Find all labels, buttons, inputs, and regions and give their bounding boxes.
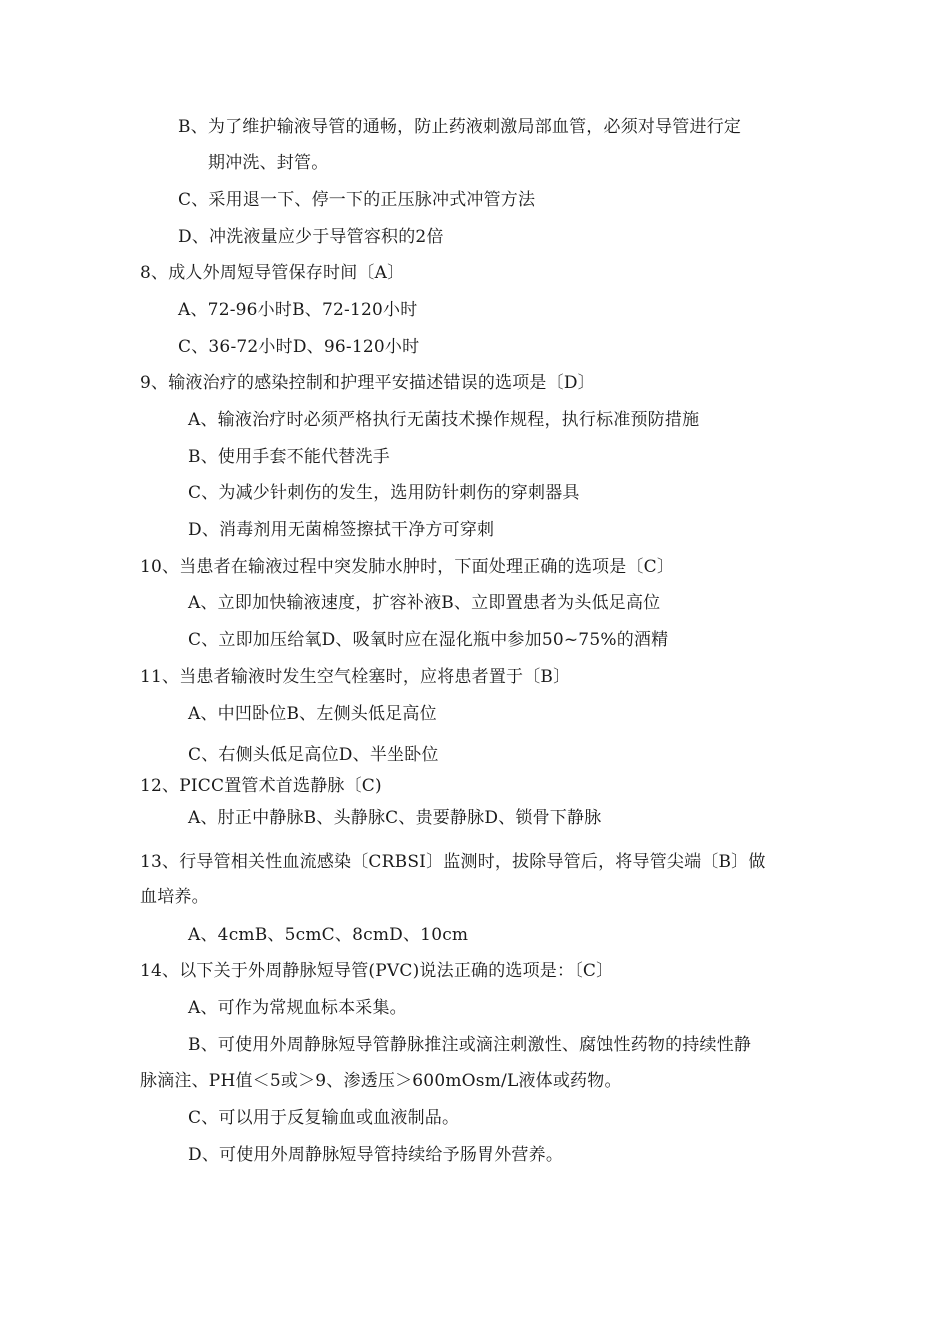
q12-question: 12、PICC置管术首选静脉〔C) — [140, 776, 382, 796]
q14-option-a: A、可作为常规血标本采集。 — [188, 998, 407, 1018]
q13-question-line1: 13、行导管相关性血流感染〔CRBSI〕监测时，拔除导管后，将导管尖端〔B〕做 — [140, 852, 766, 872]
q14-option-b-line1: B、可使用外周静脉短导管静脉推注或滴注刺激性、腐蚀性药物的持续性静 — [188, 1035, 752, 1055]
q11-options-ab: A、中凹卧位B、左侧头低足高位 — [188, 704, 437, 724]
q10-question: 10、当患者在输液过程中突发肺水肿时，下面处理正确的选项是〔C〕 — [140, 557, 675, 577]
q10-options-cd: C、立即加压给氧D、吸氧时应在湿化瓶中参加50~75%的酒精 — [188, 630, 669, 650]
q11-options-cd: C、右侧头低足高位D、半坐卧位 — [188, 745, 439, 765]
q9-question: 9、输液治疗的感染控制和护理平安描述错误的选项是〔D〕 — [140, 373, 595, 393]
q14-option-c: C、可以用于反复输血或血液制品。 — [188, 1108, 460, 1128]
q9-option-c: C、为减少针刺伤的发生，选用防针刺伤的穿刺器具 — [188, 483, 580, 503]
q8-options-ab: A、72-96小时B、72-120小时 — [178, 300, 418, 320]
q7-option-d: D、冲洗液量应少于导管容积的2倍 — [178, 227, 444, 247]
q12-options: A、肘正中静脉B、头静脉C、贵要静脉D、锁骨下静脉 — [188, 808, 602, 828]
q7-option-c: C、采用退一下、停一下的正压脉冲式冲管方法 — [178, 190, 536, 210]
q14-option-d: D、可使用外周静脉短导管持续给予肠胃外营养。 — [188, 1145, 564, 1165]
q8-question: 8、成人外周短导管保存时间〔A〕 — [140, 263, 405, 283]
q7-option-b-line2: 期冲洗、封管。 — [208, 153, 329, 173]
q7-option-b-line1: B、为了维护输液导管的通畅，防止药液刺激局部血管，必须对导管进行定 — [178, 117, 742, 137]
q14-option-b-line2: 脉滴注、PH值＜5或＞9、渗透压＞600mOsm/L液体或药物。 — [140, 1071, 622, 1091]
q9-option-d: D、消毒剂用无菌棉签擦拭干净方可穿刺 — [188, 520, 495, 540]
q13-options: A、4cmB、5cmC、8cmD、10cm — [188, 925, 469, 945]
q9-option-a: A、输液治疗时必须严格执行无菌技术操作规程，执行标准预防措施 — [188, 410, 700, 430]
q11-question: 11、当患者输液时发生空气栓塞时，应将患者置于〔B〕 — [140, 667, 571, 687]
q14-question: 14、以下关于外周静脉短导管(PVC)说法正确的选项是：〔C〕 — [140, 961, 614, 981]
q9-option-b: B、使用手套不能代替洗手 — [188, 447, 390, 467]
q10-options-ab: A、立即加快输液速度，扩容补液B、立即置患者为头低足高位 — [188, 593, 661, 613]
q13-question-line2: 血培养。 — [140, 887, 209, 907]
q8-options-cd: C、36-72小时D、96-120小时 — [178, 337, 420, 357]
